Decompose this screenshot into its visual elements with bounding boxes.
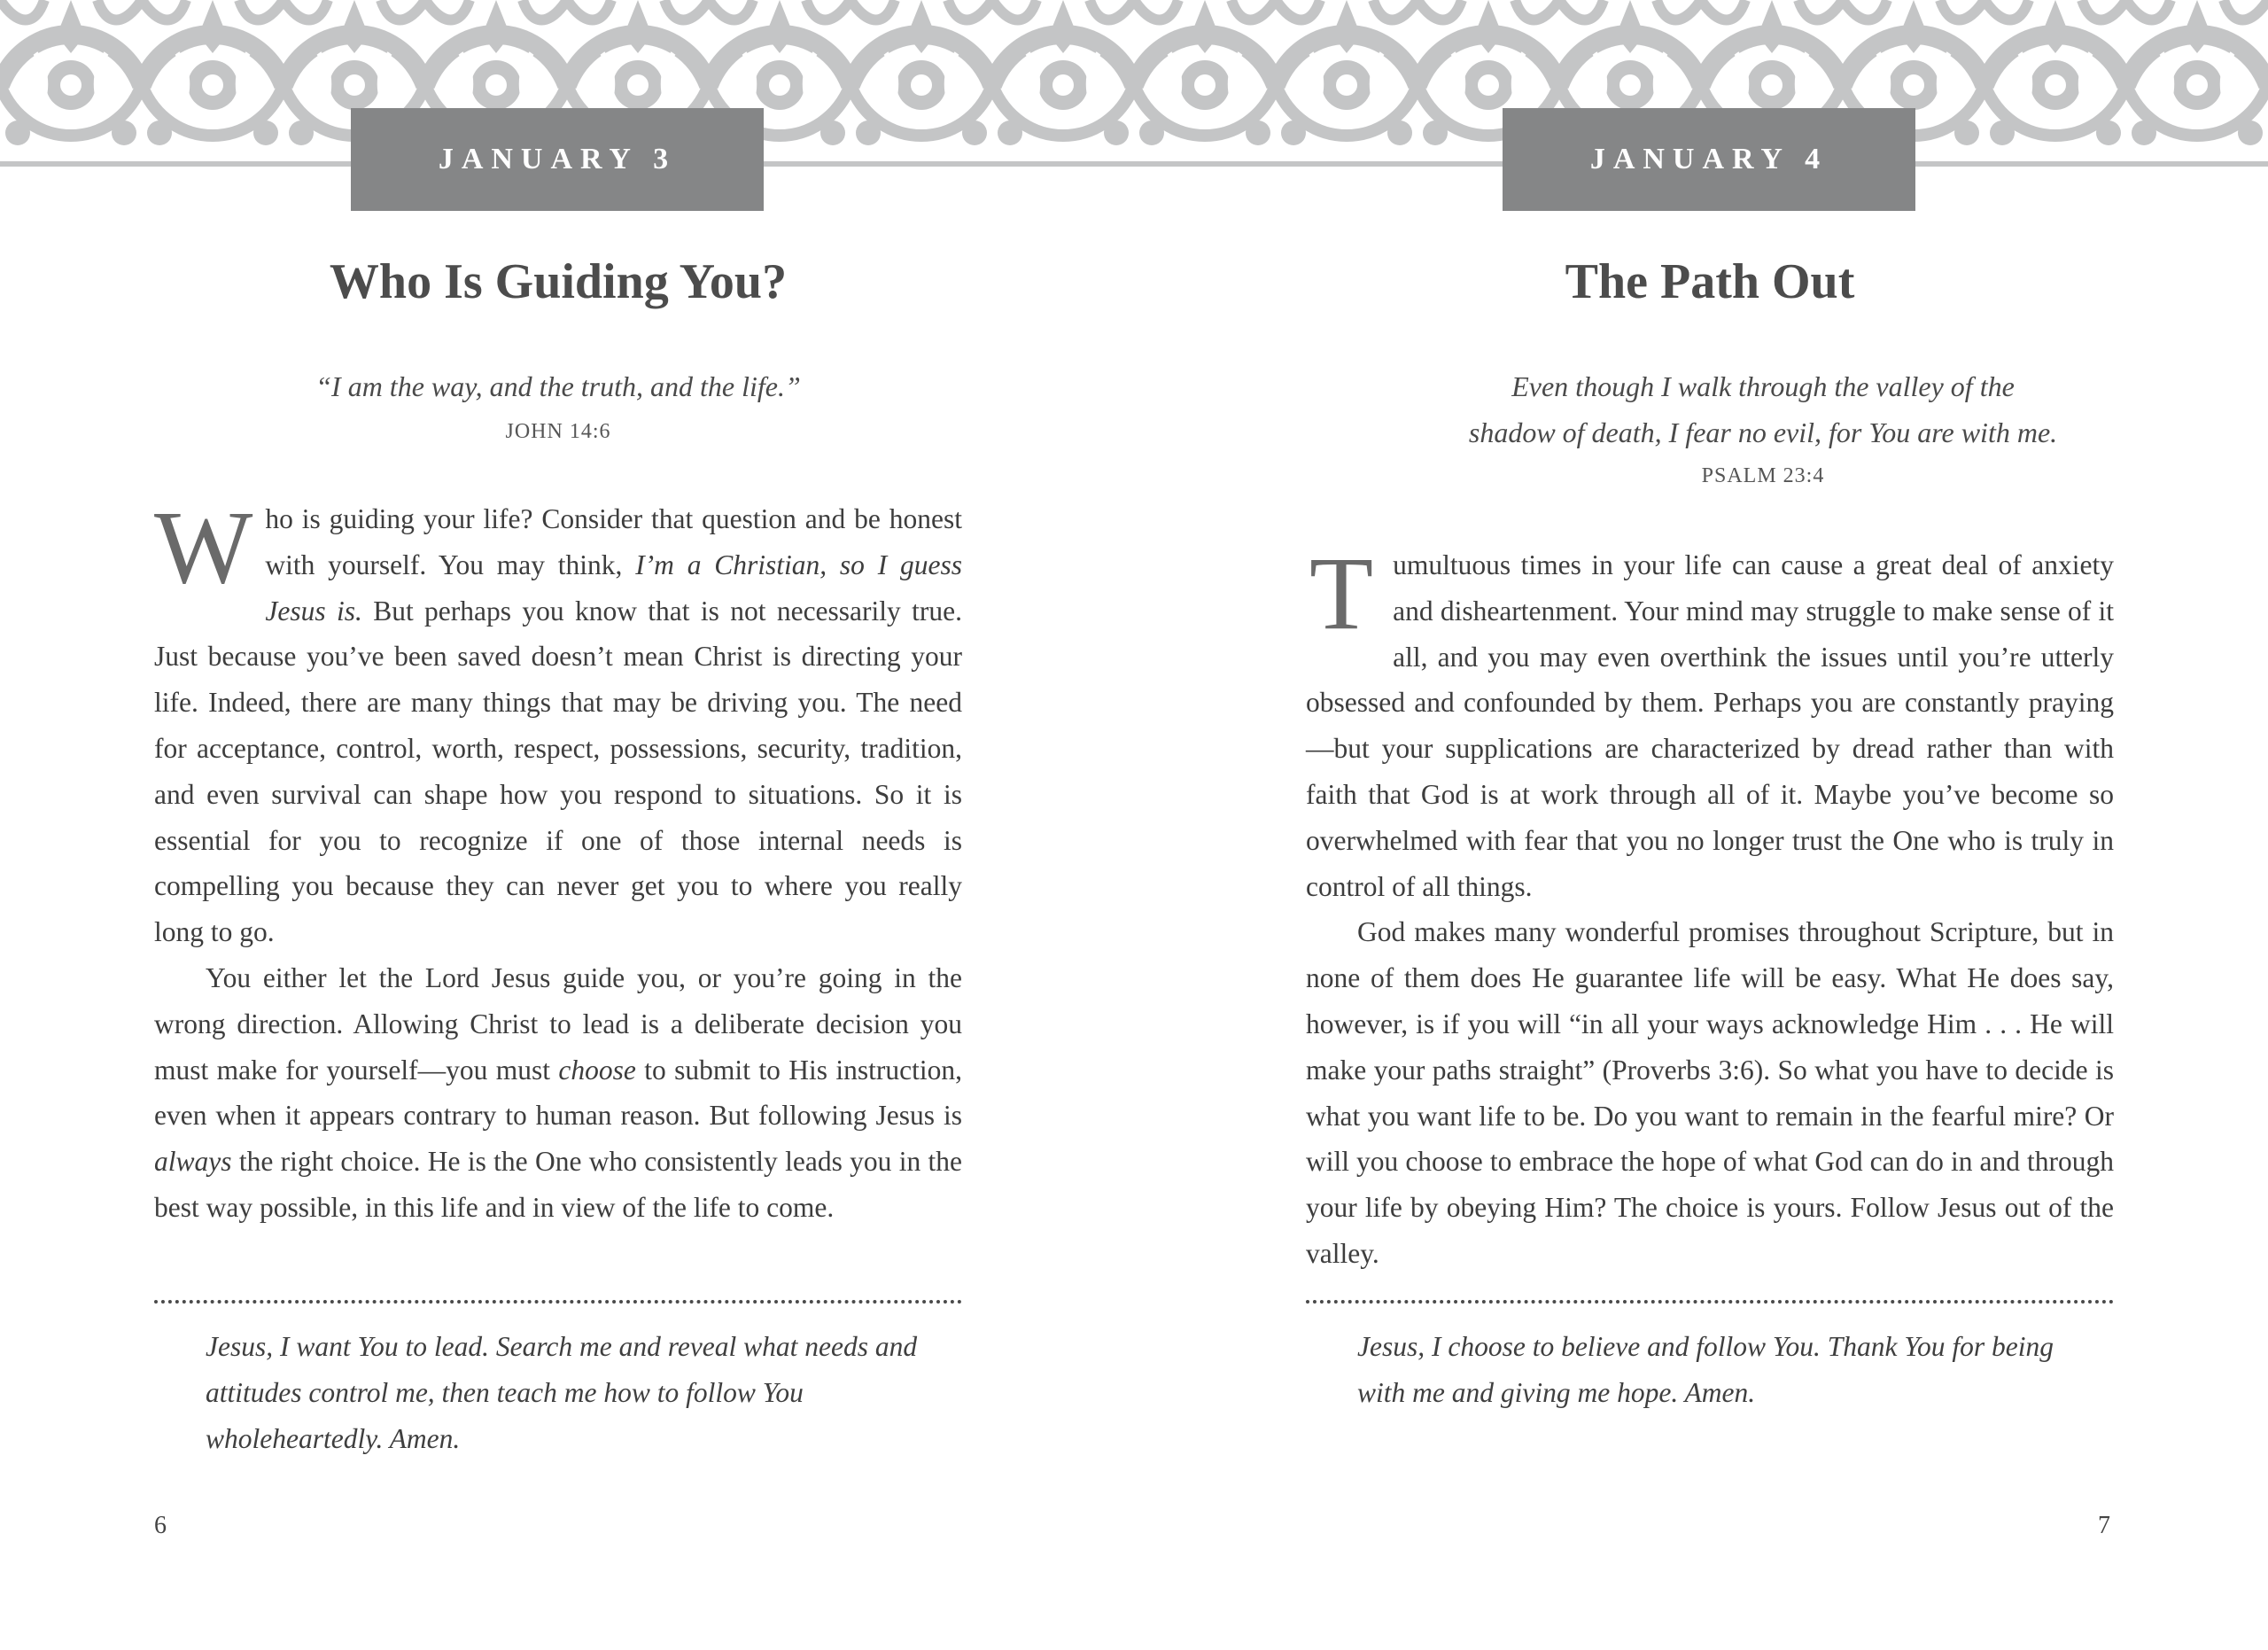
scripture-verse: “I am the way, and the truth, and the life.” — [315, 370, 801, 402]
date-tab: JANUARY 4 — [1503, 108, 1915, 211]
body-paragraph: God makes many wonderful promises throughout Scripture, but in none of them does He guarantee life will be easy. What He does say, however, is if you will “in all your ways acknowledge Him . . . He will make your paths straight” (Proverbs 3:6). So what you have to decide is what you want life to be. Do you want to remain in the fearful mire? Or will you choose to embrace the hope of what God can do in and through your life by obeying Him? The choice is yours. Follow Jesus out of the valley. — [1306, 916, 2114, 1269]
body-paragraph — [154, 955, 962, 1231]
right-page — [1134, 0, 2268, 1650]
scripture-reference: JOHN 14:6 — [505, 420, 611, 443]
body-text: to submit to His instruction, even when it appears contrary to human reason. But following Jesus is — [154, 1054, 962, 1132]
devotional-body — [1306, 535, 2114, 1277]
page-number: 6 — [154, 1512, 167, 1539]
dotted-divider — [154, 1300, 962, 1304]
body-text: You either let the Lord Jesus guide you, or you’re going in the wrong direction. Allowing Christ to lead is a deliberate decision you must make for yourself—you must — [154, 961, 962, 1086]
dotted-divider — [1306, 1300, 2114, 1304]
body-text: But perhaps you know that is not necessarily true. Just because you’ve been saved doesn’t mean Christ is directing your life. Indeed, there are many things that may be driving you. The need for acceptance, control, worth, respect, possessions, security, tradition, and even survival can shape how you respond to situations. So it is essential for you to recognize if one of those internal needs is compelling you because they can never get you to where you really long to go. — [154, 595, 962, 948]
body-text: umultuous times in your life can cause a great deal of anxiety and disheartenment. Your mind may struggle to make sense of it all, and you may even overthink the issues until you’re utterly obsessed and confounded by them. Perhaps you are constantly praying—but your supplications are characterized by dread rather than with faith that God is at work through all of it. Maybe you’ve become so overwhelmed with fear that you no longer trust the One who is truly in control of all things. — [1306, 549, 2114, 902]
scripture-reference: PSALM 23:4 — [1701, 464, 1825, 487]
verse-line: Even though I walk through the valley of the — [1511, 370, 2015, 402]
body-emphasis: always — [154, 1146, 232, 1178]
closing-prayer: Jesus, I want You to lead. Search me and reveal what needs and attitudes control me, then teach me how to follow You wholeheartedly. Amen. — [206, 1331, 918, 1454]
scripture-verse — [1276, 363, 2250, 455]
body-text: the right choice. He is the One who consistently leads you in the best way possible, in this life and in view of the life to come. — [154, 1146, 962, 1223]
devotional-body — [154, 489, 962, 1231]
body-paragraph — [1306, 535, 2114, 909]
drop-cap: T — [1309, 535, 1374, 651]
verse-line: shadow of death, I fear no evil, for You are with me. — [1468, 416, 2058, 448]
page-number: 7 — [2098, 1512, 2110, 1539]
date-tab: JANUARY 3 — [351, 108, 764, 211]
closing-prayer: Jesus, I choose to believe and follow You. Thank You for being with me and giving me hope. Amen. — [1357, 1331, 2054, 1408]
drop-cap: W — [154, 489, 253, 605]
body-emphasis: choose — [558, 1054, 636, 1086]
page-title: Who Is Guiding You? — [329, 254, 788, 309]
page-title: The Path Out — [1565, 254, 1855, 309]
body-text: ho is guiding your life? Consider that question and be honest with yourself. You may think, — [265, 503, 962, 580]
body-paragraph — [154, 489, 962, 955]
body-emphasis: I’m a Christian, so I guess Jesus is. — [265, 549, 962, 627]
